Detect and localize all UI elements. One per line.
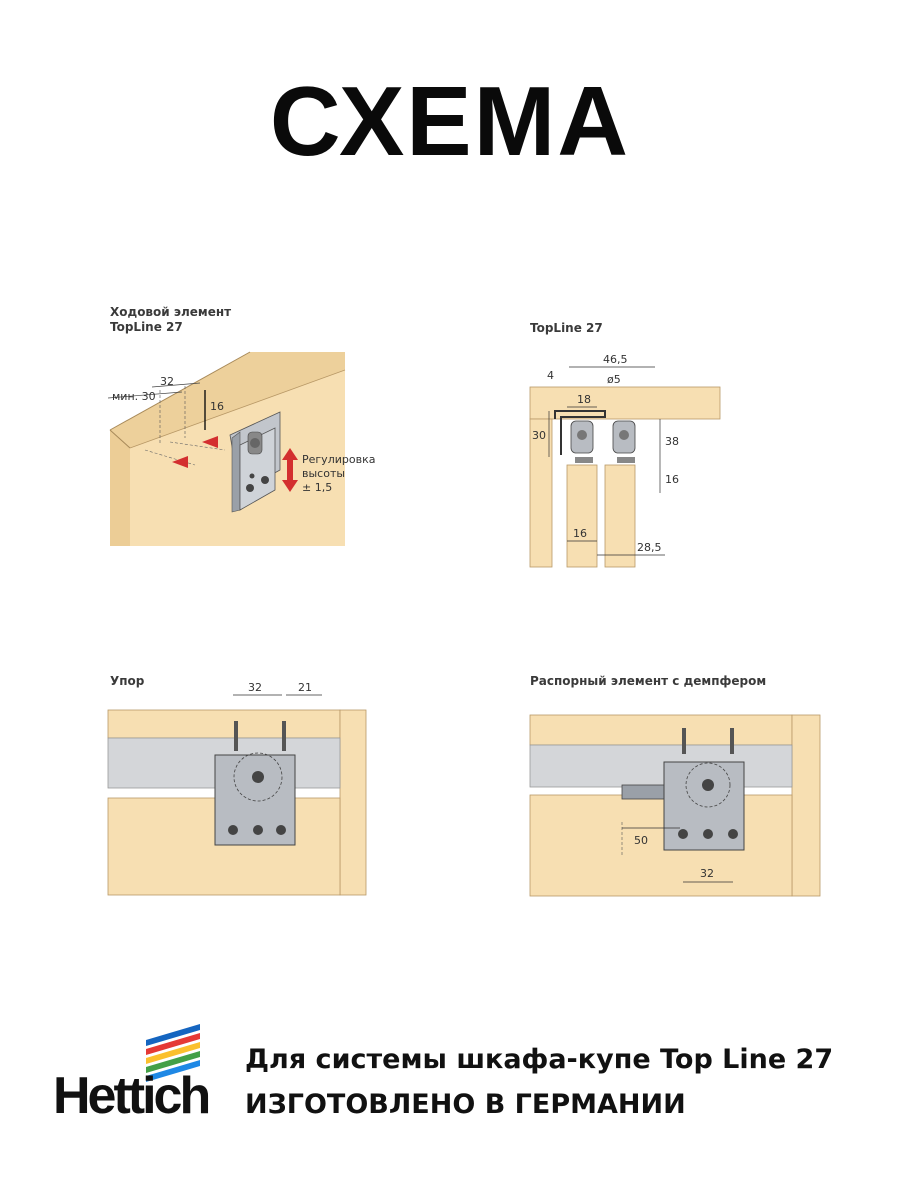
caption-running-element: Ходовой элемент TopLine 27 (110, 305, 232, 334)
adjust-label-2: высоты (302, 467, 346, 480)
adjust-label-1: Регулировка (302, 453, 376, 466)
door-left (567, 465, 597, 567)
dim-min30: мин. 30 (112, 390, 156, 403)
diagram-running-element (100, 350, 376, 550)
dim-16-right: 16 (665, 473, 679, 486)
caption-topline: TopLine 27 (530, 321, 603, 335)
dim-21: 21 (298, 681, 312, 694)
caption-stop: Упор (110, 674, 145, 688)
dim-28-5: 28,5 (637, 541, 662, 554)
door-panel (530, 795, 792, 896)
dim-32: 32 (248, 681, 262, 694)
top-board (108, 710, 340, 738)
dim-46-5: 46,5 (603, 353, 628, 366)
wood-side-edge (110, 430, 130, 546)
dim-16-bottom: 16 (573, 527, 587, 540)
door-right (605, 465, 635, 567)
page-title: СХЕМА (269, 66, 631, 176)
dim-18: 18 (577, 393, 591, 406)
caption-spacer: Распорный элемент с демпфером (530, 674, 767, 688)
top-board (530, 715, 792, 745)
dim-4: 4 (547, 369, 554, 382)
hettich-logo: Hettich (53, 1067, 209, 1125)
side-panel (792, 715, 820, 896)
footer-made-in-line: ИЗГОТОВЛЕНО В ГЕРМАНИИ (245, 1089, 686, 1120)
top-board (530, 387, 720, 419)
dim-d5: ø5 (607, 373, 621, 386)
diagram-spacer-damper (530, 710, 820, 896)
track-rail (530, 745, 792, 787)
dim-32: 32 (700, 867, 714, 880)
diagram-topline-section (525, 345, 725, 567)
footer-system-line: Для системы шкафа-купе Top Line 27 (245, 1044, 834, 1075)
dim-30: 30 (532, 429, 546, 442)
dim-32: 32 (160, 375, 174, 388)
adjust-label-3: ± 1,5 (302, 481, 333, 494)
dim-16: 16 (210, 400, 224, 413)
side-panel (340, 710, 366, 895)
dim-50: 50 (634, 834, 648, 847)
dim-38: 38 (665, 435, 679, 448)
